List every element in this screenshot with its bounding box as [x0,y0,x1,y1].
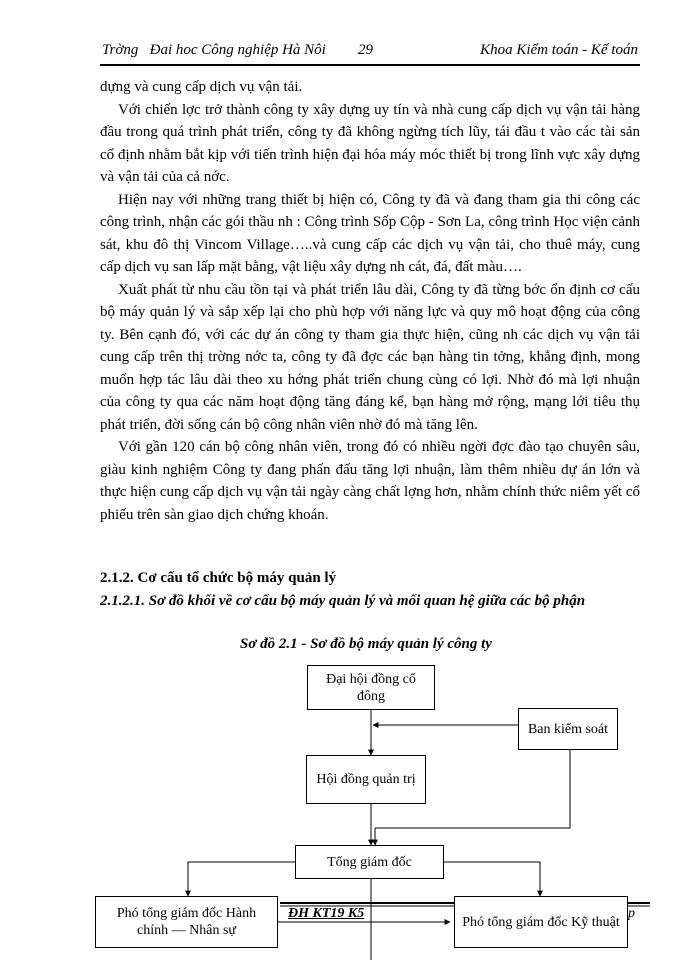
footer-right-text: p [628,906,635,921]
chart-caption: Sơ đồ 2.1 - Sơ đồ bộ máy quản lý công ty [240,636,492,652]
box-ceo: Tổng giám đốc [295,845,444,879]
box-deputy-tech: Phó tổng giám đốc Kỹ thuật [454,896,628,948]
connector [444,862,540,896]
box-board: Hội đồng quản trị [306,755,426,804]
box-shareholders: Đại hội đồng cổ đông [307,665,435,710]
header-school: Trờng Đai hoc Công nghiệp Hà Nôi [102,42,326,58]
box-deputy-admin: Phó tổng giám đốc Hành chính — Nhân sự [95,896,278,948]
paragraph: Hiện nay với những trang thiết bị hiện có, Công ty đã và đang tham gia thi công các công trình, nhận các gói thầu nh : Công trình Sốp Cộp - Sơn La, công trình Học viện cảnh sát, khu đô thị Vincom Village…..và cung cấp các dịch vụ vận tải, cho thuê máy, cung cấp dịch vụ san lấp mặt bằng, vật liệu xây dựng nh cát, đá, đất màu…. [100,191,640,275]
section-heading: 2.1.2. Cơ cấu tổ chức bộ máy quản lý [100,570,337,586]
paragraph: Xuất phát từ nhu cầu tồn tại và phát triển lâu dài, Công ty đã từng bớc ổn định cơ cấu bộ máy quản lý và sắp xếp lại cho phù hợp với năng lực và quy mô hoạt động của công ty. Bên cạnh đó, với các dự án công ty tham gia thực hiện, cũng nh các dịch vụ vận tải cung cấp trên thị trờng nớc ta, công ty đã đợc các bạn hàng tin tởng, khẳng định, mong muốn hợp tác lâu dài theo xu hớng phát triển chung cùng có lợi. Nhờ đó mà lợi nhuận của công ty qua các năm hoạt động tăng đáng kể, bạn hàng mở rộng, mạng lới tiêu thụ phát triển, đời sống cán bộ công nhân viên nhờ đó mà tăng lên. [100,281,640,433]
paragraph: Với gần 120 cán bộ công nhân viên, trong đó có nhiều ngời đợc đào tạo chuyên sâu, giàu kinh nghiệm Công ty đang phấn đấu tăng lợi nhuận, làm thêm nhiều dự án lớn và thực hiện cung cấp dịch vụ vận tải ngày càng chất lợng hơn, nhằm chính thức niêm yết cổ phiếu trên sàn giao dịch chứng khoán. [100,439,640,523]
footer-class-code: ĐH KT19 K5 [288,906,365,921]
paragraph: Với chiến lợc trở thành công ty xây dựng uy tín và nhà cung cấp dịch vụ vận tải hàng đầu trong quá trình phát triển, công ty đã không ngừng tích lũy, tái đầu t vào các tài sản cố định nhằm bắt kịp với tiến trình hiện đại hóa máy móc thiết bị trong lĩnh vực xây dựng và vận tải của cả nớc. [100,101,640,185]
header-department: Khoa Kiểm toán - Kế toán [480,42,638,58]
paragraph: dựng và cung cấp dịch vụ vận tải. [100,79,303,95]
header-page-number: 29 [358,42,373,58]
subsection-heading: 2.1.2.1. Sơ đồ khối về cơ cấu bộ máy quản lý và mối quan hệ giữa các bộ phận [100,593,586,609]
connector [188,862,295,896]
box-supervisory: Ban kiểm soát [518,708,618,750]
